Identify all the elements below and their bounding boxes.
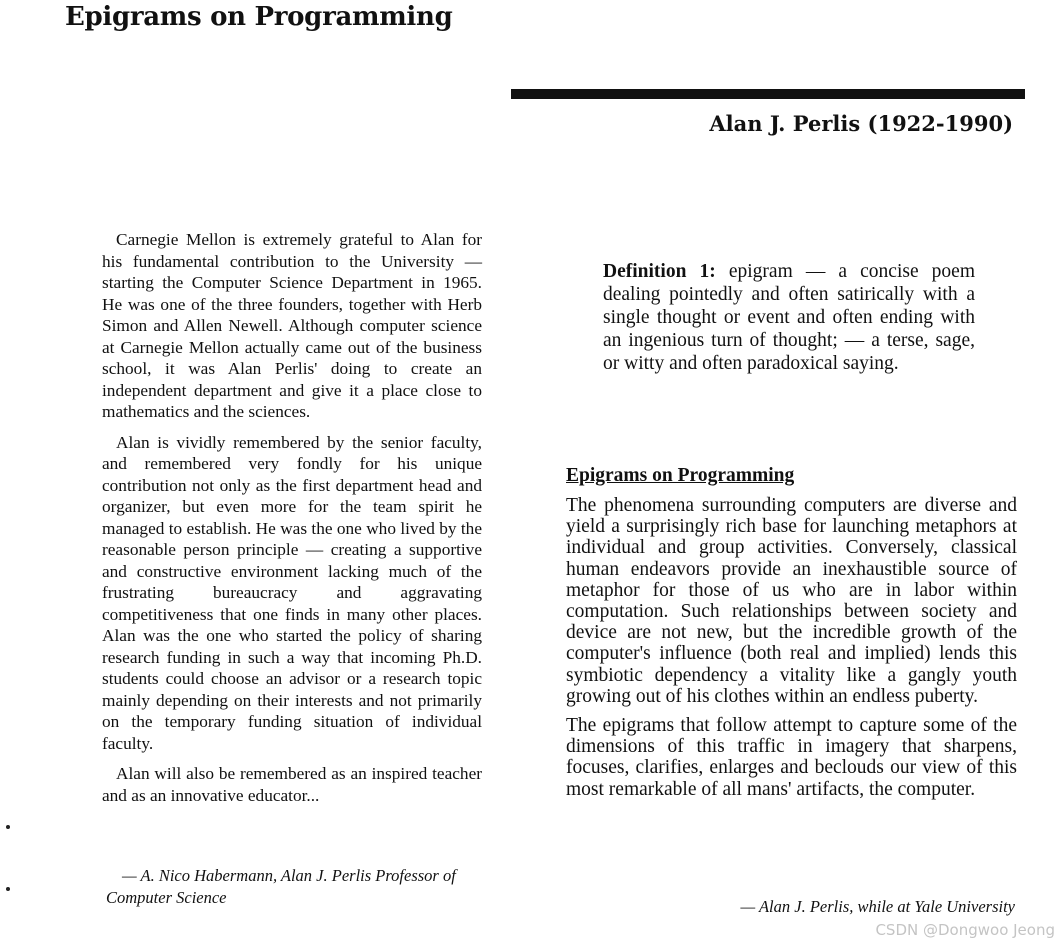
tribute-attribution: — A. Nico Habermann, Alan J. Perlis Professor of Computer Science bbox=[106, 866, 456, 907]
definition-text: epigram — a concise poem dealing pointedly and often satirically with a single thought or event and often ending with an ingenious turn of thought; — a terse, sage, or witty and often paradoxical saying. bbox=[603, 261, 976, 374]
watermark: CSDN @Dongwoo Jeong bbox=[875, 921, 1055, 939]
scan-dot bbox=[6, 825, 10, 829]
tribute-paragraph: Alan is vividly remembered by the senior faculty, and remembered very fondly for his unique contribution not only as the first department head and organizer, but even more for the team spirit he managed to establish. He was the one who lived by the reasonable person principle — creating a supportive and constructive environment lacking much of the frustrating bureaucracy and aggravating competitiveness that one finds in many other places. Alan was the one who started the policy of sharing research funding in such a way that incoming Ph.D. students could choose an advisor or a research topic mainly depending on their interests and not primarily on the temporary funding situation of individual faculty. bbox=[102, 432, 482, 753]
intro-paragraph: The phenomena surrounding computers are diverse and yield a surprisingly rich base for launching metaphors at individual and group activities. Conversely, classical human endeavors provide an inexhaustible source of metaphor for those of us who are in labor within computation. Such relationships between society and device are not new, but the incredible growth of the computer's influence (both real and implied) lends this symbiotic dependency a vitality like a gangly youth growing out of his clothes within an endless puberty. bbox=[566, 495, 1017, 707]
tribute-paragraph: Alan will also be remembered as an inspired teacher and as an innovative educator... bbox=[102, 764, 482, 805]
intro-column bbox=[566, 495, 1017, 808]
definition-block bbox=[603, 260, 975, 375]
section-heading: Epigrams on Programming bbox=[566, 465, 795, 486]
page-title: Epigrams on Programming bbox=[65, 2, 453, 32]
intro-attribution: — Alan J. Perlis, while at Yale University bbox=[740, 897, 1015, 916]
definition-term: Definition 1: bbox=[603, 261, 716, 282]
tribute-paragraph: Carnegie Mellon is extremely grateful to Alan for his fundamental contribution to the University — starting the Computer Science Department in 1965. He was one of the three founders, together with Herb Simon and Allen Newell. Although computer science at Carnegie Mellon actually came out of the business school, it was Alan Perlis' doing to create an independent department and give it a place close to mathematics and the sciences. bbox=[102, 230, 482, 421]
tribute-column bbox=[102, 229, 482, 815]
intro-paragraph: The epigrams that follow attempt to capture some of the dimensions of this traffic in imagery that sharpens, focuses, clarifies, enlarges and beclouds our view of this most remarkable of all mans' artifacts, the computer. bbox=[566, 715, 1017, 800]
author-heading: Alan J. Perlis (1922-1990) bbox=[709, 111, 1013, 136]
header-rule bbox=[511, 89, 1025, 99]
scan-dot bbox=[6, 887, 10, 891]
